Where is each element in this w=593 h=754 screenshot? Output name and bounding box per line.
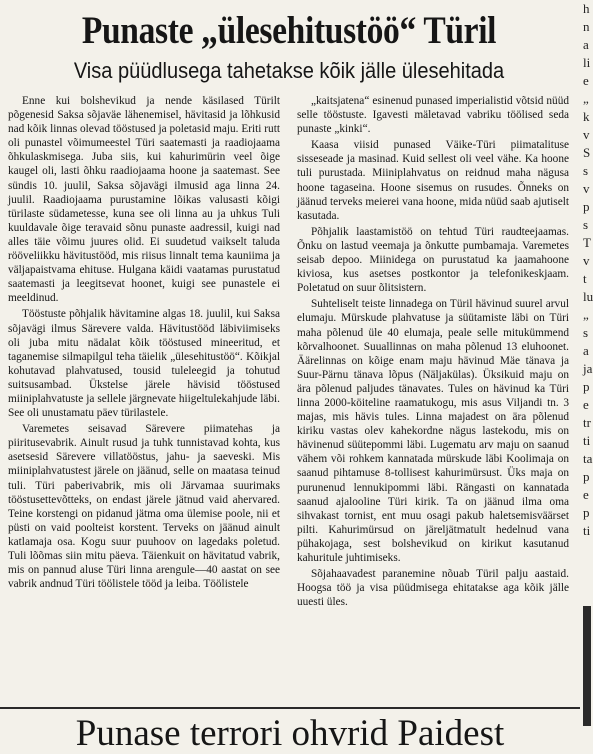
adjacent-fragment: s xyxy=(583,163,589,178)
adjacent-fragment: a xyxy=(583,37,589,52)
adjacent-fragment: li xyxy=(583,55,591,70)
headline: Punaste „ülesehitustöö“ Türil xyxy=(81,9,497,52)
adjacent-fragment: T xyxy=(583,235,591,250)
adjacent-fragment: lu xyxy=(583,289,593,304)
adjacent-fragment: „ xyxy=(583,91,589,106)
paragraph: Tööstuste põhjalik hävitamine algas 18. juulil, kui Saksa sõjavägi ilmus Särevere valda. Hävitustööd läbiviimiseks oli juba mitu nädalat kõik tööstused mineeritud, et taganemise silmapilgul teha täielik „ülesehitustöö“. Kõikjal kohutavad plahvatused, tousid tuleleegid ja tohutud suitsusambad. Ükstelse järele hävisid tööstused miiniplahvatuste ja sellele järgnevate hiigeltulekahjude läbi. See oli unustamatu päev türilastele. xyxy=(8,308,280,420)
adjacent-dark-block xyxy=(583,606,591,726)
paragraph: Põhjalik laastamistöö on tehtud Türi raudteejaamas. Õnku on lastud veemaja ja õnkutte pumbamaja. Varemetes seisab depoo. Miinidega on purustatud ka jaamahoone kiviosa, kus asetses postkontor ja telefonikeskjaam. Poletatud on suur õlitsistern. xyxy=(297,225,569,295)
adjacent-fragment: ti xyxy=(583,523,591,538)
adjacent-fragment: v xyxy=(583,127,590,142)
paragraph: Enne kui bolshevikud ja nende käsilased Türilt põgenesid Saksa sõjaväe lähenemisel, hävitasid ja lõhkusid nad kõik linnas olevad tööstused ja poletasid maju. Eriti rutt oli punastel võimumeestel Türi saatemasti ja raadiojaama õhkulaskmisega. Juba siis, kui kahurimürin veel õige kaugel oli, lasti õhku raadiojaama hoone ja saatemast. See sündis 10. juulil, Saksa sõjavägi ilmusid aga linna 24. juulil. Raadiojaama purustamine lõikas valusasti kõigi türilaste südametesse, kuna see oli linna au ja uhkus Tuli kuuldavale õige teravaid sõnu punaste aadressil, kuigi nad alles täie võimu juures olid. Ei suudetud vaikselt taluda rööveliikku hävitustööd, mis riisus linnalt tema kauniima ja väljapaistvama ehituse. Hulgana käidi vaatamas purustatud saatemasti ja leegitsevat hoonet, kuigi see punastele ei meeldinud. xyxy=(8,95,280,305)
adjacent-fragment: tr xyxy=(583,415,591,430)
adjacent-fragment: p xyxy=(583,469,590,484)
paragraph: Varemetes seisavad Särevere piimatehas ja piiritusevabrik. Ainult rusud ja tuhk tunnistavad kohta, kus asetsesid Särevere villatööstus, jahu- ja saeveski. Mis miiniplahvatustest järele on jäänud, selle on maatasa teinud tuli. Türi paberivabrik, mis oli Järvamaa suurimaks tööstusettevõtteks, on endast järele jätnud vaid ahervared. Teine korstengi on pidanud jätma oma ülemise poole, nii et püsti on vaid poolteist korstent. Terveks on jäänud ainult katlamaja osa. Kogu suur puuhoov on lagedaks poletud. Tuli lõõmas siin mitu päeva. Täienkuit on hävitatud vabrik, mis on pannud aluse Türi linna arengule—40 aastat on see vabrik andnud Türi töölistele tööd ja leiba. Töölistele xyxy=(8,423,280,591)
adjacent-fragment: s xyxy=(583,325,589,340)
paragraph: Suhteliselt teiste linnadega on Türil hävinud suurel arvul elumaju. Mürskude plahvatuse ja süütamiste läbi on Türi maha põlenud üle 40 elumaja, peale selle mitukümmend kõrvalhoonet. Suuallinnas on maha põlenud 13 eluhoonet. Äärelinnas on kõige enam maju hävinud Mäe tänava ja Suur-Pärnu tänava lõpus (Näljakülas). Üksikuid maju on ära põlenud paljudes tänavates. Tules on hävinud ka Türi linna 2000-köiteline raamatukogu, mis asus Viljandi tn. 3 majas, mis hävis tules. Linna majadest on ära põlenud kiriku vastas olev kahekordne nägus lastekodu, mis on hävinenud süütepommi läbi. Lugematu arv maju on saanud vähem või rohkem kannatada mürskude läbi Koolimaja on saanud pihtamuse 8-tollisest kahurimürsust. Üks maja on purunenud lennukipommi läbi. Rängasti on kannatada saanud ajalooline Türi kirik. Ta on jäänud ilma oma sihvakast tornist, ent muu osagi pakub haletsemisväärset pilti. Kahurimürsud on järeljätmatult hedelnud vana pühakojaga, sest bolshevikud on kirikut kasutanud kahuritule juhtimiseks. xyxy=(297,298,569,564)
adjacent-fragment: e xyxy=(583,73,589,88)
article-column-left xyxy=(8,94,280,704)
adjacent-fragment: e xyxy=(583,487,589,502)
adjacent-fragment: e xyxy=(583,397,589,412)
adjacent-fragment: s xyxy=(583,217,589,232)
paragraph: „kaitsjatena“ esinenud punased imperialistid võtsid nüüd selle tööstuste. Igavesti mäletavad vabriku töölised seda punaste „kinki“. xyxy=(297,95,569,136)
adjacent-fragment: v xyxy=(583,181,590,196)
paragraph: Sõjahaavadest paranemine nõuab Türil palju aastaid. Hoogsa töö ja visa püüdmisega ehitatakse aga kõik jälle uuesti üles. xyxy=(297,568,569,609)
adjacent-fragment: p xyxy=(583,505,590,520)
article-column-right xyxy=(297,94,569,704)
paragraph: Kaasa viisid punased Väike-Türi piimatalituse sisseseade ja masinad. Kuid sellest oli veel vähe. Ka hoone tuli purustada. Miiniplahvatus on reidnud maha nägusa hoone tagaseina. Hoone sisemus on rusudes. Õnneks on jäänud terveks meierei vana hoone, mida nüüd saab ajutiselt kasutada. xyxy=(297,139,569,222)
adjacent-fragment: h xyxy=(583,1,590,16)
adjacent-fragment: n xyxy=(583,19,590,34)
next-article-headline: Punase terrori ohvrid Paidest xyxy=(75,713,505,754)
adjacent-fragment: k xyxy=(583,109,590,124)
adjacent-fragment: p xyxy=(583,199,590,214)
adjacent-fragment: ta xyxy=(583,451,593,466)
adjacent-fragment: ti xyxy=(583,433,591,448)
adjacent-fragment: t xyxy=(583,271,587,286)
adjacent-fragment: „ xyxy=(583,307,589,322)
article-divider xyxy=(0,707,580,709)
adjacent-fragment: S xyxy=(583,145,591,160)
subheadline: Visa püüdlusega tahetakse kõik jälle ülesehitada xyxy=(73,58,505,83)
adjacent-fragment: ja xyxy=(583,361,593,376)
adjacent-fragment: v xyxy=(583,253,590,268)
adjacent-fragment: p xyxy=(583,379,590,394)
adjacent-fragment: a xyxy=(583,343,589,358)
